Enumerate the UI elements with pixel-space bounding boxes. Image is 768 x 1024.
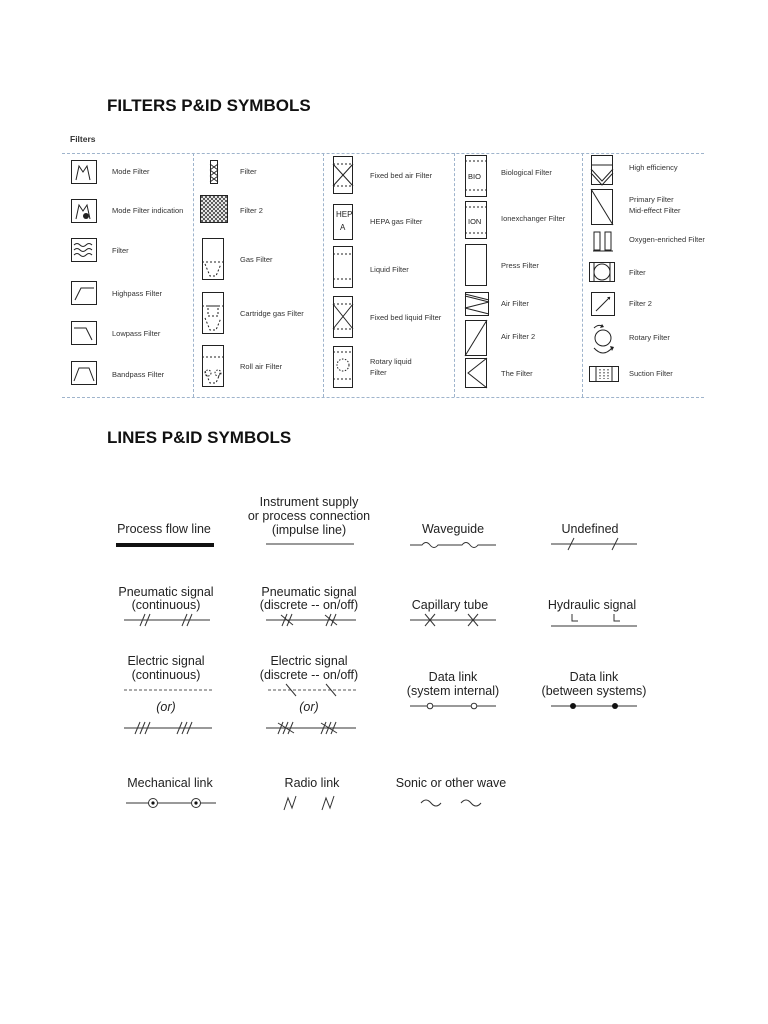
divider-bottom xyxy=(62,397,704,398)
or-label: (or) xyxy=(299,700,319,714)
instrument-supply-line xyxy=(266,543,354,545)
air-filter-2-icon xyxy=(465,320,487,356)
rotary-liquid-filter-icon xyxy=(333,346,353,388)
filter-label: Air Filter 2 xyxy=(501,332,536,341)
electric-continuous-line xyxy=(124,721,212,735)
filter-label: Fixed bed liquid Filter xyxy=(370,313,442,322)
suction-filter-icon xyxy=(589,366,619,382)
divider-col xyxy=(454,153,455,397)
filter-label: Highpass Filter xyxy=(112,289,163,298)
filter-circle-icon xyxy=(589,262,615,282)
instrument-label: (impulse line) xyxy=(271,523,347,537)
undefined-line xyxy=(551,537,637,551)
filter-label: Mode Filter xyxy=(112,167,150,176)
press-filter-icon xyxy=(465,244,487,286)
filter-label: Filter 2 xyxy=(629,299,652,308)
undefined-label: Undefined xyxy=(561,522,619,536)
filter-label: Fixed bed air Filter xyxy=(370,171,433,180)
bandpass-filter-icon xyxy=(71,361,97,385)
figure-label: Filters xyxy=(70,134,96,144)
filter-label: Oxygen-enriched Filter xyxy=(629,235,705,244)
electric-discrete-dashed-line xyxy=(268,683,356,697)
filter-label: Primary Filter xyxy=(629,195,674,204)
instrument-label: Instrument supply xyxy=(259,495,359,509)
filter-label: Cartridge gas Filter xyxy=(240,309,304,318)
ion-text: ION xyxy=(468,217,482,226)
filter-2-square-icon xyxy=(591,292,615,316)
instrument-label: or process connection xyxy=(247,509,371,523)
electric-continuous-dashed-line xyxy=(124,689,212,691)
lines-heading: LINES P&ID SYMBOLS xyxy=(107,428,292,447)
hydraulic-label: Hydraulic signal xyxy=(547,598,637,612)
process-flow-line xyxy=(116,543,214,547)
pneumatic-discrete-label: Pneumatic signal xyxy=(261,585,357,599)
process-flow-label: Process flow line xyxy=(117,522,211,536)
data-link-internal-line xyxy=(410,702,496,710)
electric-discrete-label: (discrete -- on/off) xyxy=(259,668,359,682)
rotary-filter-icon xyxy=(590,324,616,358)
divider-col xyxy=(323,153,324,397)
filter-label: Rotary liquid xyxy=(370,357,412,366)
mechanical-link-label: Mechanical link xyxy=(127,776,213,790)
filter-label: Suction Filter xyxy=(629,369,673,378)
bio-text: BIO xyxy=(468,172,481,181)
electric-discrete-label: Electric signal xyxy=(270,654,348,668)
data-link-internal-label: Data link xyxy=(428,670,478,684)
electric-continuous-label: (continuous) xyxy=(131,668,201,682)
primary-filter-icon xyxy=(591,189,613,225)
filter-label: High efficiency xyxy=(629,163,678,172)
pneumatic-continuous-line xyxy=(124,613,210,627)
filter-label: Rotary Filter xyxy=(629,333,670,342)
data-link-internal-label: (system internal) xyxy=(406,684,500,698)
filter-label: Air Filter xyxy=(501,299,529,308)
fixed-bed-liquid-filter-icon xyxy=(333,296,353,338)
divider-col xyxy=(193,153,194,397)
cartridge-gas-filter-icon xyxy=(202,292,224,334)
electric-continuous-label: Electric signal xyxy=(127,654,205,668)
roll-air-filter-icon xyxy=(202,345,224,387)
pneumatic-discrete-label: (discrete -- on/off) xyxy=(259,598,359,612)
electric-discrete-line xyxy=(266,721,356,735)
filters-heading: FILTERS P&ID SYMBOLS xyxy=(107,96,311,115)
divider-col xyxy=(582,153,583,397)
the-filter-icon xyxy=(465,358,487,388)
air-filter-icon xyxy=(465,292,489,316)
data-link-between-label: (between systems) xyxy=(541,684,647,698)
filter-label: Mid-effect Filter xyxy=(629,206,681,215)
filter-label: Liquid Filter xyxy=(370,265,409,274)
waveguide-line xyxy=(410,540,496,550)
pneumatic-continuous-label: (continuous) xyxy=(131,598,201,612)
sonic-wave-symbol xyxy=(419,797,483,809)
filter-2-icon xyxy=(200,195,228,223)
filter-label: Filter xyxy=(629,268,646,277)
mode-filter-icon xyxy=(71,160,97,184)
or-label: (or) xyxy=(156,700,176,714)
capillary-label: Capillary tube xyxy=(411,598,489,612)
filter-label: Filter xyxy=(240,167,257,176)
filter-label: Bandpass Filter xyxy=(112,370,165,379)
filter-label: Lowpass Filter xyxy=(112,329,161,338)
hepa-gas-filter-icon xyxy=(333,204,353,240)
radio-link-symbol xyxy=(282,795,346,811)
radio-link-label: Radio link xyxy=(284,776,340,790)
hepa-text: HEP xyxy=(336,210,353,219)
wave-filter-icon xyxy=(71,238,97,262)
filter-label: Gas Filter xyxy=(240,255,273,264)
filter-label: Filter xyxy=(112,246,129,255)
filter-label: Mode Filter indication xyxy=(112,206,184,215)
highpass-filter-icon xyxy=(71,281,97,305)
waveguide-label: Waveguide xyxy=(421,522,485,536)
hepa-text: A xyxy=(340,223,346,232)
filter-label: HEPA gas Filter xyxy=(370,217,423,226)
sonic-wave-label: Sonic or other wave xyxy=(395,776,507,790)
filter-label: Press Filter xyxy=(501,261,539,270)
filter-label: Filter 2 xyxy=(240,206,263,215)
filter-label: Biological Filter xyxy=(501,168,552,177)
data-link-between-label: Data link xyxy=(569,670,619,684)
data-link-between-line xyxy=(551,702,637,710)
liquid-filter-icon xyxy=(333,246,353,288)
pneumatic-continuous-label: Pneumatic signal xyxy=(118,585,214,599)
fixed-bed-air-filter-icon xyxy=(333,156,353,194)
mechanical-link-line xyxy=(126,797,216,809)
oxygen-enriched-filter-icon xyxy=(593,230,613,252)
lowpass-filter-icon xyxy=(71,321,97,345)
high-efficiency-filter-icon xyxy=(591,155,613,185)
filter-label: Ionexchanger Filter xyxy=(501,214,566,223)
filter-label: The Filter xyxy=(501,369,533,378)
pneumatic-discrete-line xyxy=(266,613,356,627)
filter-label: Filter xyxy=(370,368,387,377)
hydraulic-line xyxy=(551,613,637,627)
filter-label: Roll air Filter xyxy=(240,362,283,371)
biological-filter-icon xyxy=(465,155,487,197)
gas-filter-icon xyxy=(202,238,224,280)
ionexchanger-filter-icon xyxy=(465,201,487,239)
divider-top xyxy=(62,153,704,154)
filter-icon xyxy=(210,160,218,184)
capillary-line xyxy=(410,613,496,627)
mode-filter-indication-icon xyxy=(71,199,97,223)
